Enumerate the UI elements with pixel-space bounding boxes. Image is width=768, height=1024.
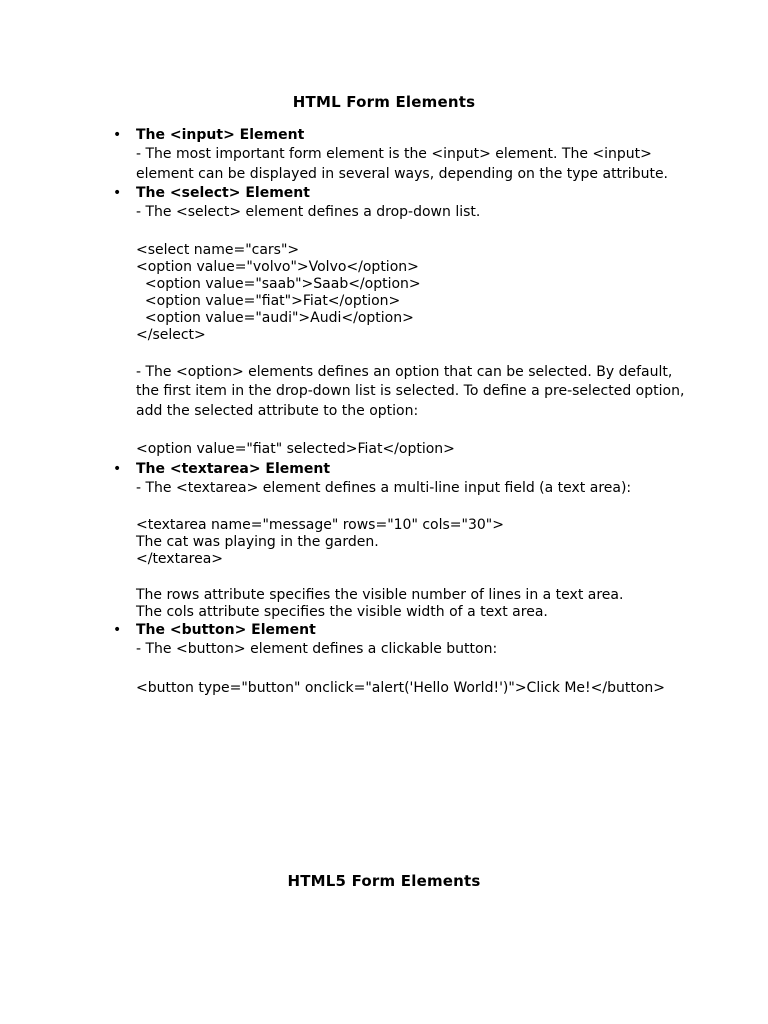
spacer	[136, 568, 713, 587]
spacer	[136, 660, 713, 679]
sections-list	[113, 126, 713, 698]
bullet-icon: •	[113, 127, 122, 143]
spacer	[136, 344, 713, 363]
code-line: <option value="saab">Saab</option>	[136, 275, 421, 292]
code-line: The cat was playing in the garden.	[136, 534, 379, 550]
example-line: <option value="fiat" selected>Fiat</option>	[136, 441, 455, 457]
example-line: <button type="button" onclick="alert('Hello World!')">Click Me!</button>	[136, 679, 666, 696]
note-line: The rows attribute specifies the visible number of lines in a text area.	[136, 587, 624, 603]
note-line: - The <option> elements defines an option that can be selected. By default,	[136, 363, 673, 380]
code-line: <option value="volvo">Volvo</option>	[136, 258, 419, 275]
note-line: the first item in the drop-down list is selected. To define a pre-selected option,	[136, 383, 685, 399]
bullet-icon: •	[113, 460, 122, 477]
page-title: HTML Form Elements	[292, 93, 476, 111]
next-section-title: HTML5 Form Elements	[287, 872, 481, 890]
spacer	[136, 223, 713, 242]
section-heading: The <input> Element	[136, 127, 305, 143]
spacer	[136, 498, 713, 517]
section-button	[113, 621, 713, 698]
code-line: <select name="cars">	[136, 241, 300, 258]
note-line: add the selected attribute to the option:	[136, 402, 419, 419]
bullet-icon: •	[113, 185, 122, 201]
note-line: The cols attribute specifies the visible width of a text area.	[136, 604, 548, 620]
description-line: - The <select> element defines a drop-down list.	[136, 204, 481, 220]
code-line: <option value="fiat">Fiat</option>	[136, 292, 401, 309]
section-heading: The <textarea> Element	[136, 460, 331, 477]
section-heading: The <button> Element	[136, 622, 316, 638]
description-line: - The most important form element is the <input> element. The <input>	[136, 146, 652, 162]
code-line: </textarea>	[136, 551, 224, 567]
section-select	[113, 184, 713, 460]
section-textarea	[113, 460, 713, 622]
description-line: - The <button> element defines a clickable button:	[136, 641, 498, 657]
code-line: </select>	[136, 326, 206, 343]
description-line: element can be displayed in several ways, depending on the type attribute.	[136, 165, 669, 182]
code-line: <option value="audi">Audi</option>	[136, 309, 414, 326]
code-line: <textarea name="message" rows="10" cols="30">	[136, 517, 504, 533]
section-heading: The <select> Element	[136, 185, 310, 201]
spacer	[136, 421, 713, 440]
description-line: - The <textarea> element defines a multi-line input field (a text area):	[136, 479, 632, 496]
section-input	[113, 126, 713, 184]
bullet-icon: •	[113, 622, 122, 638]
